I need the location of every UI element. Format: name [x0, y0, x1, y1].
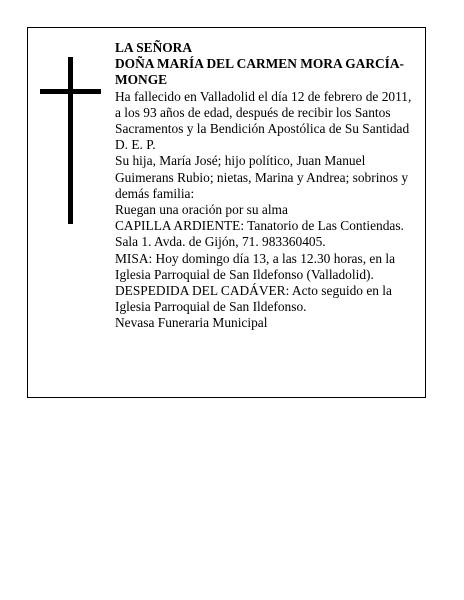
prayer-request: Ruegan una oración por su alma [115, 202, 288, 218]
deceased-title: LA SEÑORA [115, 40, 193, 55]
mass-info: MISA: Hoy domingo día 13, a las 12.30 horas, en la Iglesia Parroquial de San Ildefonso (Valladolid). [115, 250, 396, 282]
rest-in-peace: D. E. P. [115, 137, 156, 153]
cross-icon [68, 57, 73, 224]
death-announcement: Ha fallecido en Valladolid el día 12 de febrero de 2011, a los 93 años de edad, después de recibir los Santos Sacramentos y la Bendición Apostólica de Su Santidad [115, 88, 412, 137]
farewell-info: DESPEDIDA DEL CADÁVER: Acto seguido en la Iglesia Parroquial de San Ildefonso. [115, 283, 392, 315]
chapel-info: CAPILLA ARDIENTE: Tanatorio de Las Contiendas. Sala 1. Avda. de Gijón, 71. 983360405. [115, 218, 404, 250]
cross-icon-crossbar [40, 89, 101, 94]
obituary-text [115, 40, 420, 332]
funeral-home: Nevasa Funeraria Municipal [115, 315, 268, 331]
family-members: Su hija, María José; hijo político, Juan Manuel Guimerans Rubio; nietas, Marina y Andrea; sobrinos y demás familia: [115, 153, 409, 201]
deceased-name: DOÑA MARÍA DEL CARMEN MORA GARCÍA-MONGE [115, 56, 405, 88]
obituary-notice [27, 27, 426, 398]
